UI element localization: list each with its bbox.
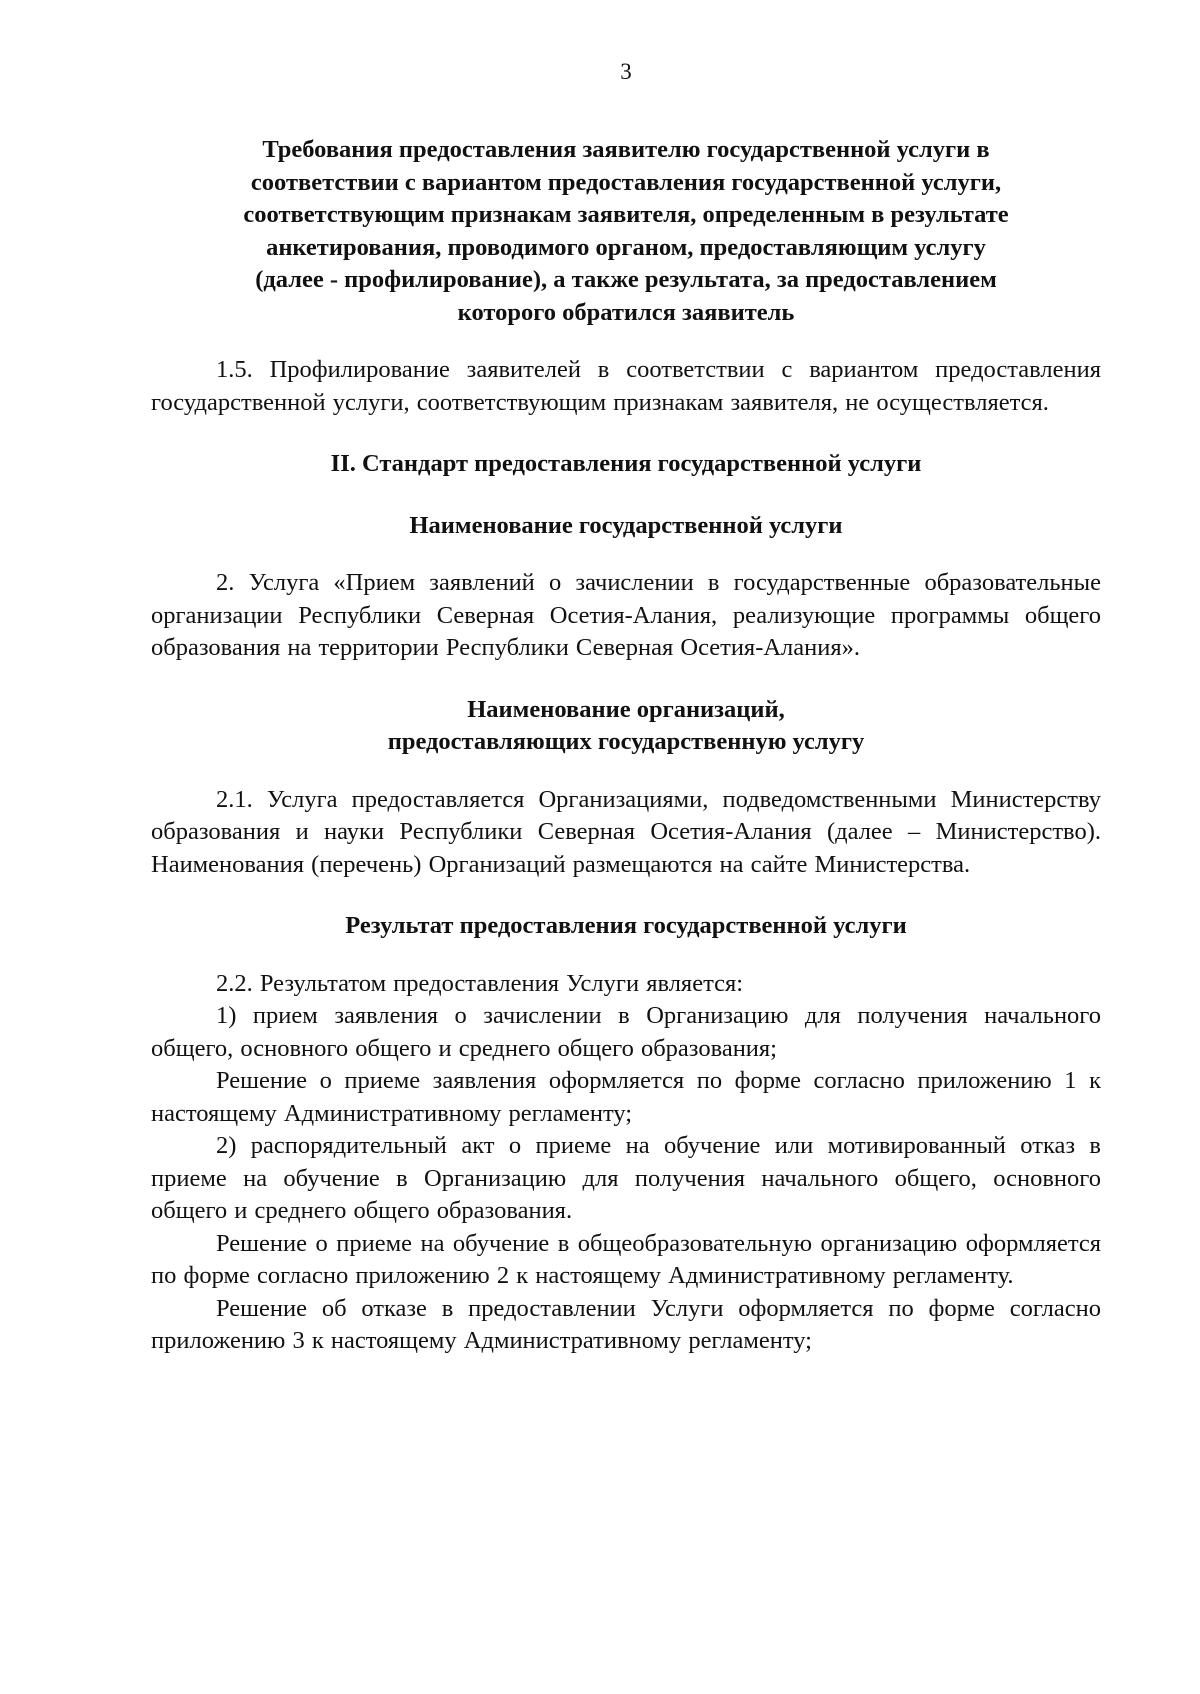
paragraph-decision-1: Решение о приеме заявления оформляется по форме согласно приложению 1 к настоящему Административному регламенту; xyxy=(151,1067,1101,1127)
heading-line: предоставляющих государственную услугу xyxy=(387,728,865,755)
paragraph-2-1: 2.1. Услуга предоставляется Организациями, подведомственными Министерству образования и науки Республики Северная Осетия-Алания (далее – Министерство). Наименования (перечень) Организаций размещаются на сайте Министерства. xyxy=(151,785,1101,878)
heading-line: соответствии с вариантом предоставления государственной услуги, xyxy=(250,168,1002,196)
section-title-standard: II. Стандарт предоставления государственной услуги xyxy=(330,450,922,477)
heading-service-name: Наименование государственной услуги xyxy=(409,511,843,539)
paragraph-decision-2: Решение о приеме на обучение в общеобразовательную организацию оформляется по форме согласно приложению 2 к настоящему Административному регламенту. xyxy=(151,1229,1101,1289)
paragraph-2: 2. Услуга «Прием заявлений о зачислении в государственные образовательные организации Республики Северная Осетия-Алания, реализующие программы общего образования на территории Республики Северная Осетия-Алания». xyxy=(151,569,1101,661)
paragraph-item-1: 1) прием заявления о зачислении в Организацию для получения начального общего, основного общего и среднего общего образования; xyxy=(151,1002,1101,1062)
heading-line: которого обратился заявитель xyxy=(457,298,795,326)
paragraph-item-2: 2) распорядительный акт о приеме на обучение или мотивированный отказ в приеме на обучение в Организацию для получения начального общего, основного общего и среднего общего образования. xyxy=(151,1132,1101,1224)
heading-result: Результат предоставления государственной услуги xyxy=(345,912,907,939)
heading-line: анкетирования, проводимого органом, предоставляющим услугу xyxy=(266,233,986,261)
page-number: 3 xyxy=(620,59,632,84)
heading-organizations xyxy=(151,694,1101,759)
heading-line: (далее - профилирование), а также результата, за предоставлением xyxy=(255,266,997,293)
paragraph-decision-3: Решение об отказе в предоставлении Услуги оформляется по форме согласно приложению 3 к настоящему Административному регламенту; xyxy=(151,1294,1101,1354)
heading-line: соответствующим признакам заявителя, определенным в результате xyxy=(243,201,1009,228)
heading-line: Требования предоставления заявителю государственной услуги в xyxy=(262,136,990,163)
paragraph-2-2: 2.2. Результатом предоставления Услуги является: xyxy=(216,969,744,997)
heading-line: Наименование организаций, xyxy=(467,695,785,723)
paragraph-1-5: 1.5. Профилирование заявителей в соответствии с вариантом предоставления государственной услуги, соответствующим признакам заявителя, не осуществляется. xyxy=(151,356,1101,416)
heading-profiling-requirements xyxy=(151,134,1101,329)
